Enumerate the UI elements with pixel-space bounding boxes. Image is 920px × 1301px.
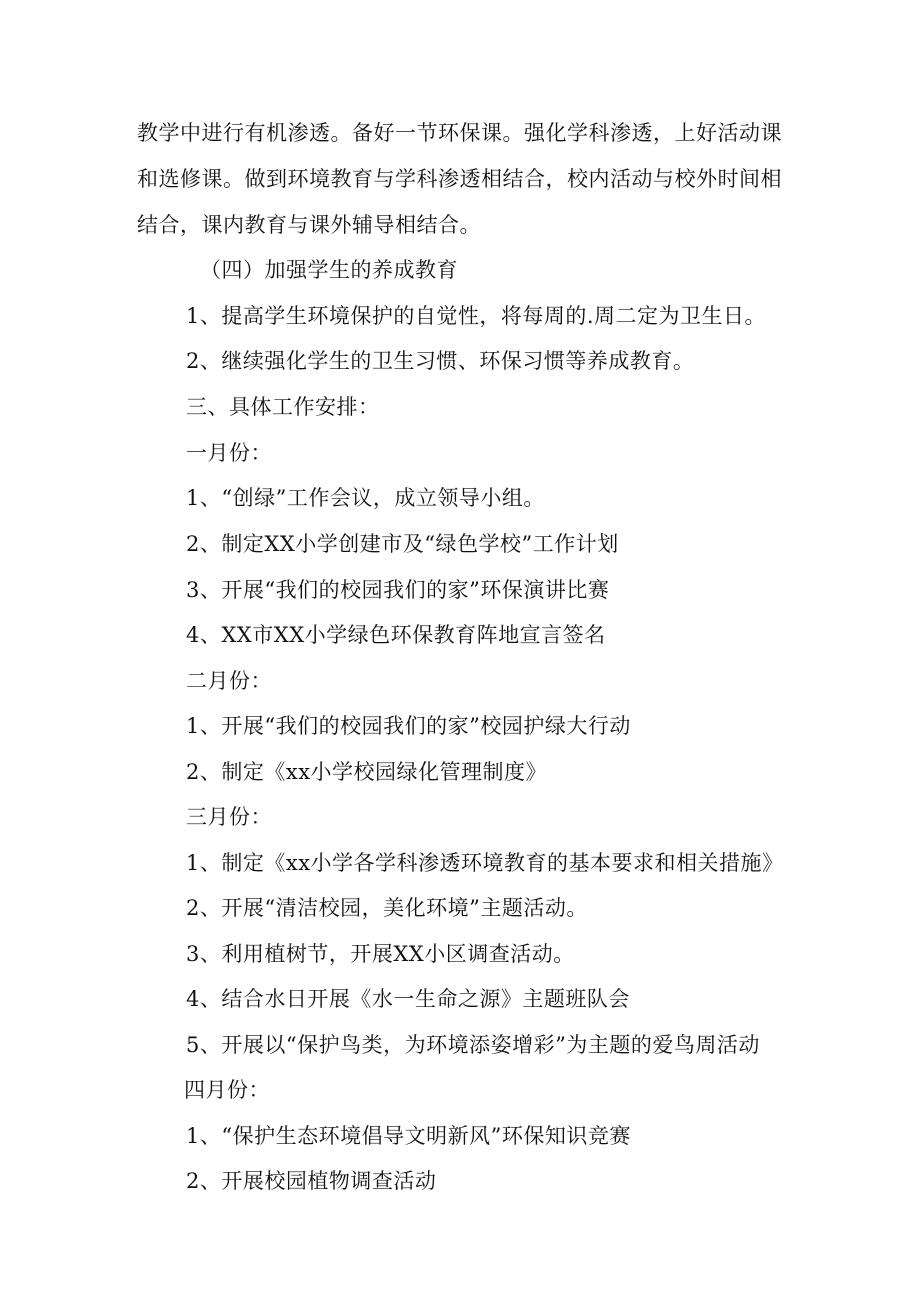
- month-label: 一月份：: [186, 441, 272, 465]
- section-three-heading: 三、具体工作安排：: [186, 395, 380, 419]
- paragraph-line: 教学中进行有机渗透。备好一节环保课。强化学科渗透，上好活动课: [137, 121, 782, 145]
- section-four-heading: （四）加强学生的养成教育: [200, 258, 458, 282]
- list-item: 1、开展“我们的校园我们的家”校园护绿大行动: [186, 714, 631, 738]
- list-item: 1、制定《xx小学各学科渗透环境教育的基本要求和相关措施》: [186, 851, 784, 875]
- month-label: 四月份：: [184, 1078, 270, 1102]
- month-label: 二月份：: [186, 669, 272, 693]
- list-item: 4、结合水日开展《水一生命之源》主题班队会: [186, 987, 630, 1011]
- paragraph-line: 结合，课内教育与课外辅导相结合。: [137, 213, 481, 237]
- list-item: 4、XX市XX小学绿色环保教育阵地宣言签名: [186, 623, 606, 647]
- list-item: 1、“保护生态环境倡导文明新风”环保知识竞赛: [186, 1124, 631, 1148]
- list-item: 5、开展以“保护鸟类，为环境添姿增彩”为主题的爱鸟周活动: [186, 1033, 760, 1057]
- month-label: 三月份：: [186, 805, 272, 829]
- list-item: 1、提高学生环境保护的自觉性，将每周的.周二定为卫生日。: [186, 304, 767, 328]
- list-item: 2、继续强化学生的卫生习惯、环保习惯等养成教育。: [186, 349, 695, 373]
- list-item: 2、开展校园植物调查活动: [186, 1169, 437, 1193]
- list-item: 2、开展“清洁校园，美化环境”主题活动。: [186, 896, 588, 920]
- list-item: 2、制定《xx小学校园绿化管理制度》: [186, 760, 548, 784]
- paragraph-line: 和选修课。做到环境教育与学科渗透相结合，校内活动与校外时间相: [137, 167, 782, 191]
- list-item: 3、开展“我们的校园我们的家”环保演讲比赛: [186, 578, 610, 602]
- list-item: 1、“创绿”工作会议，成立领导小组。: [186, 486, 545, 510]
- list-item: 2、制定XX小学创建市及“绿色学校”工作计划: [186, 532, 619, 556]
- list-item: 3、利用植树节，开展XX小区调查活动。: [186, 942, 575, 966]
